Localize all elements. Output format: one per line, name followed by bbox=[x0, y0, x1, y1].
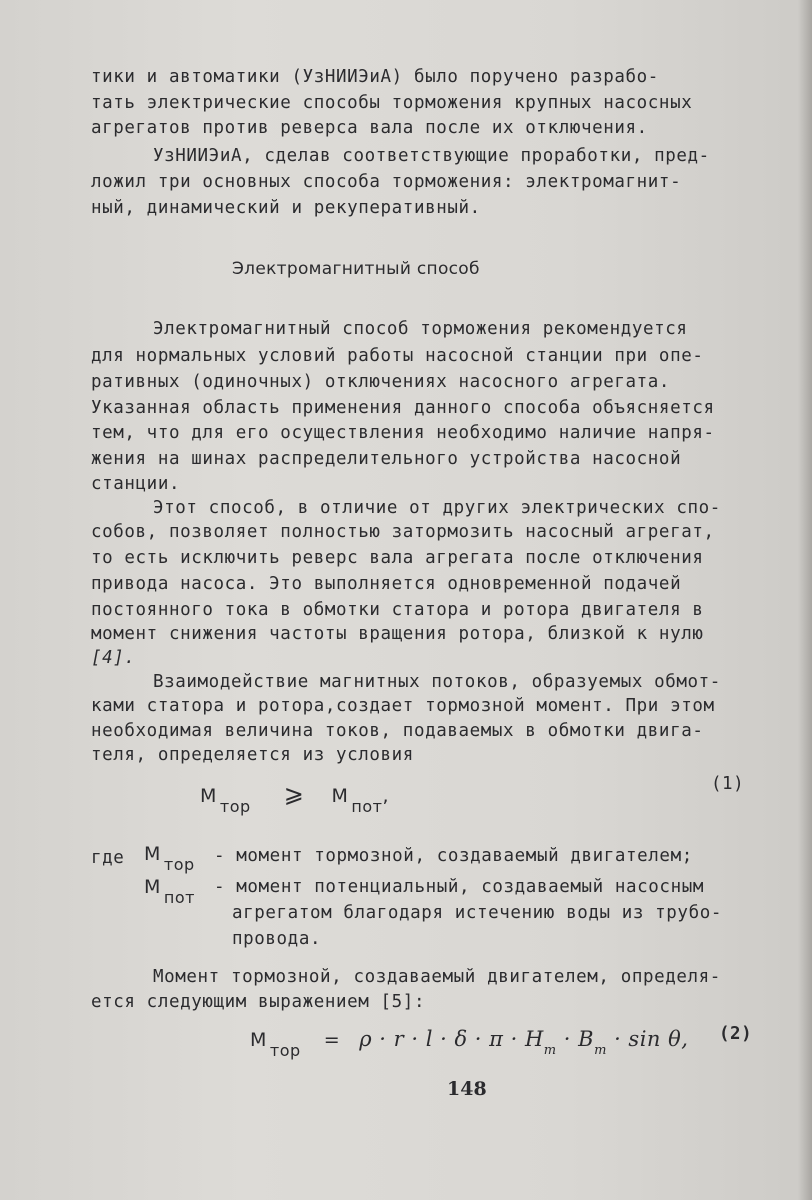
text-line: ный, динамический и рекуперативный. bbox=[91, 198, 481, 218]
text-line: Электромагнитный способ торможения рекомендуется bbox=[153, 319, 688, 339]
eq1-comma: , bbox=[382, 785, 389, 807]
eq2-sub-m2: m bbox=[594, 1043, 607, 1058]
text-line: тики и автоматики (УзНИИЭиА) было поручено разрабо- bbox=[91, 67, 659, 87]
eq2-lhs: M bbox=[250, 1029, 267, 1051]
text-line: Взаимодействие магнитных потоков, образуемых обмот- bbox=[153, 672, 721, 692]
def-m-tor bbox=[144, 843, 195, 874]
text-line: Указанная область применения данного способа объясняется bbox=[91, 398, 715, 418]
text-line: собов, позволяет полностью затормозить насосный агрегат, bbox=[91, 522, 715, 542]
equation-2 bbox=[250, 1027, 689, 1060]
text-line: провода. bbox=[232, 929, 322, 949]
page-edge-shadow bbox=[798, 0, 812, 1200]
def-m-pot bbox=[144, 876, 195, 907]
equation-number-1: (1) bbox=[711, 774, 745, 794]
eq1-lhs: M bbox=[200, 785, 217, 807]
text-line: агрегатом благодаря истечению воды из трубо- bbox=[232, 903, 722, 923]
text-line: привода насоса. Это выполняется одновременной подачей bbox=[91, 574, 682, 594]
eq1-lhs-sub: тор bbox=[219, 797, 251, 816]
eq2-rhs-part-b: · B bbox=[556, 1027, 595, 1051]
text-line: Этот способ, в отличие от других электрических спо- bbox=[153, 498, 721, 518]
text-line: необходимая величина токов, подаваемых в обмотки двига- bbox=[91, 721, 704, 741]
eq2-rhs-part-a: ρ · r · l · δ · π · H bbox=[359, 1027, 544, 1051]
eq1-rhs-sub: пот bbox=[351, 797, 383, 816]
text-line: тать электрические способы торможения крупных насосных bbox=[91, 93, 693, 113]
text-line: жения на шинах распределительного устройства насосной bbox=[91, 449, 682, 469]
eq2-equals: = bbox=[323, 1029, 341, 1051]
def-m-pot-sub: пот bbox=[163, 888, 195, 907]
eq2-lhs-sub: тор bbox=[269, 1041, 301, 1060]
text-line: - момент тормозной, создаваемый двигателем; bbox=[214, 846, 693, 866]
text-line: ративных (одиночных) отключениях насосного агрегата. bbox=[91, 372, 671, 392]
eq1-rhs: M bbox=[331, 785, 349, 807]
section-heading: Электромагнитный способ bbox=[232, 259, 480, 279]
text-line: то есть исключить реверс вала агрегата после отключения bbox=[91, 548, 704, 568]
text-line: ется следующим выражением [5]: bbox=[91, 992, 426, 1012]
def-m-pot-symbol: M bbox=[144, 876, 161, 898]
equation-number-2: (2) bbox=[719, 1024, 753, 1044]
def-m-tor-symbol: M bbox=[144, 843, 161, 865]
text-line: для нормальных условий работы насосной станции при опе- bbox=[91, 346, 704, 366]
def-m-tor-sub: тор bbox=[163, 855, 195, 874]
text-line: Момент тормозной, создаваемый двигателем, определя- bbox=[153, 967, 721, 987]
citation: [4]. bbox=[91, 648, 136, 668]
text-line: тем, что для его осуществления необходимо наличие напря- bbox=[91, 423, 715, 443]
text-line: постоянного тока в обмотки статора и ротора двигателя в bbox=[91, 600, 704, 620]
text-line: станции. bbox=[91, 474, 181, 494]
text-line: момент снижения частоты вращения ротора, близкой к нулю bbox=[91, 624, 704, 644]
text-line: агрегатов против реверса вала после их отключения. bbox=[91, 118, 648, 138]
text-line: ложил три основных способа торможения: электромагнит- bbox=[91, 172, 682, 192]
equation-1 bbox=[200, 780, 389, 816]
text-line: теля, определяется из условия bbox=[91, 745, 414, 765]
text-line: ками статора и ротора,создает тормозной момент. При этом bbox=[91, 696, 715, 716]
page-number: 148 bbox=[447, 1078, 487, 1100]
text-line: УзНИИЭиА, сделав соответствующие проработки, пред- bbox=[153, 146, 710, 166]
text-line: где bbox=[91, 848, 125, 868]
eq1-relation: ⩾ bbox=[283, 780, 305, 808]
eq2-sub-m1: m bbox=[543, 1043, 557, 1058]
text-line: - момент потенциальный, создаваемый насосным bbox=[214, 877, 704, 897]
eq2-rhs-part-c: · sin θ, bbox=[606, 1027, 689, 1051]
